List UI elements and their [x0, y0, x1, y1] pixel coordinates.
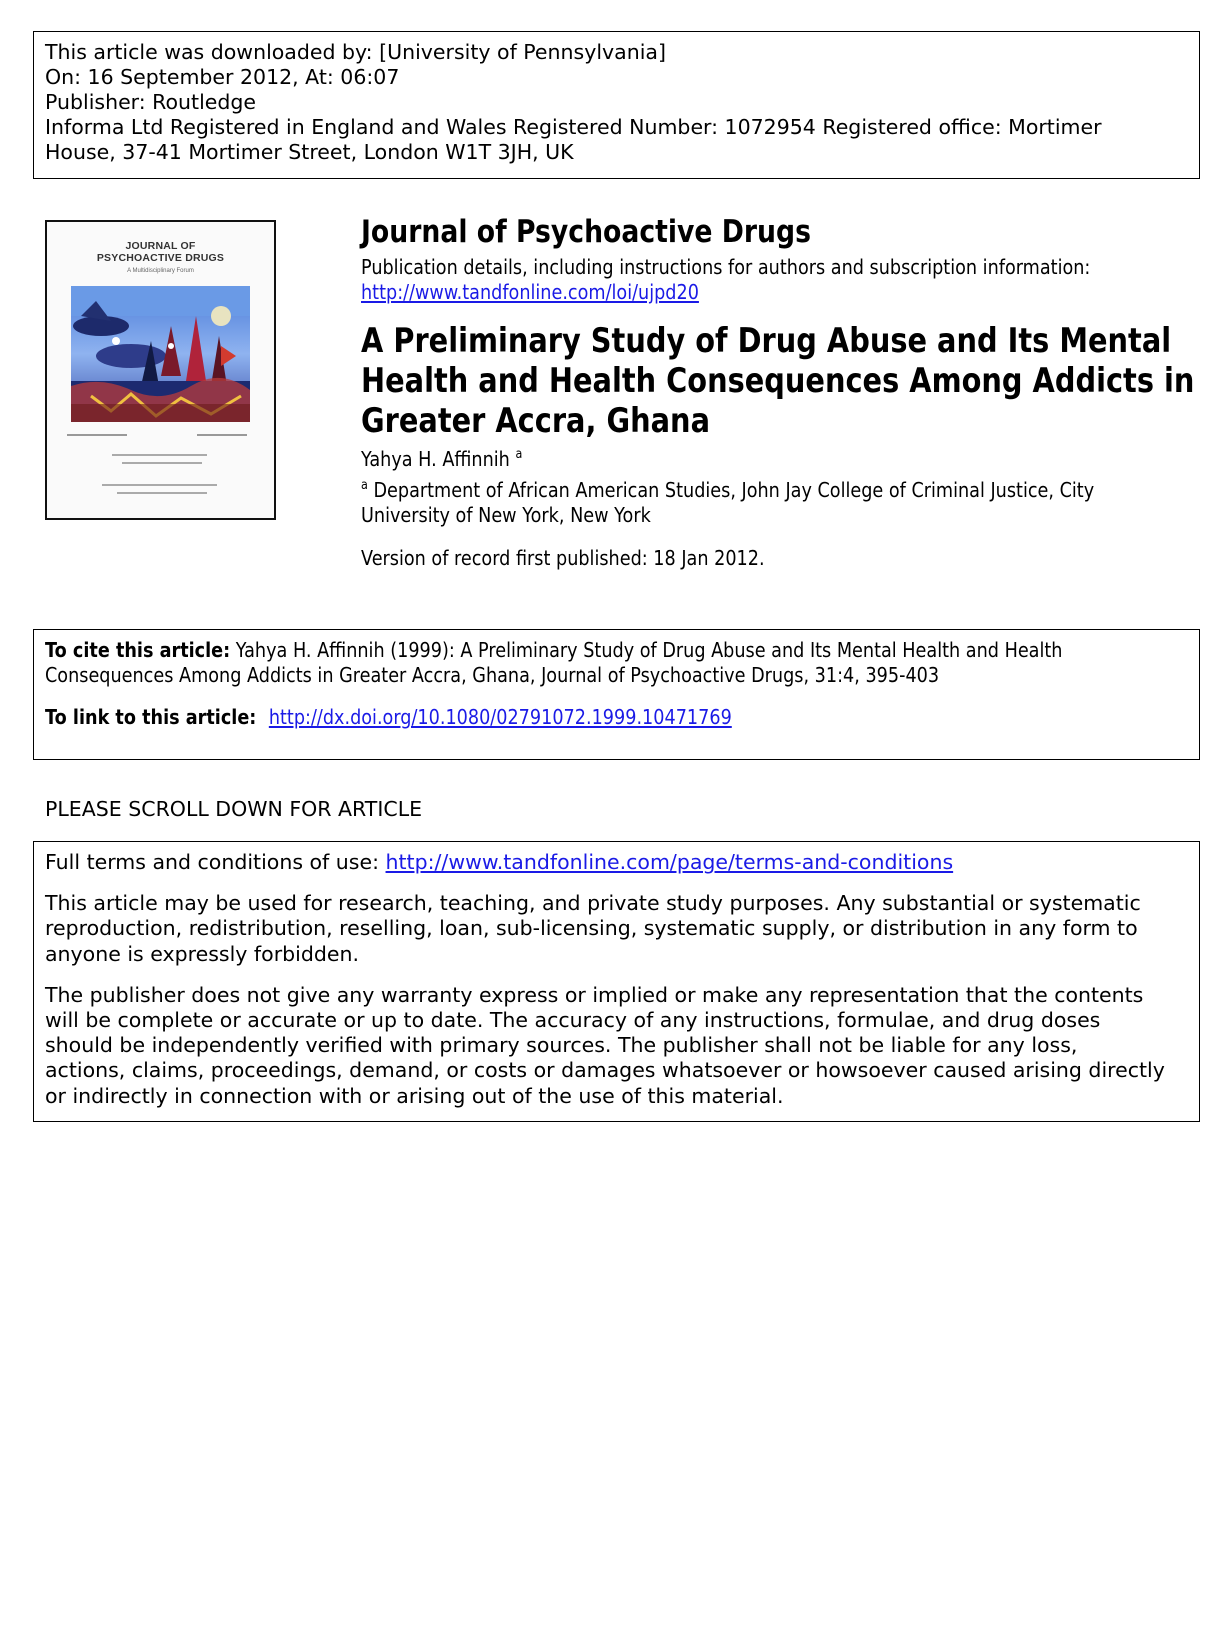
terms-box [33, 841, 1200, 1122]
article-title-line2: Health and Health Consequences Among Addicts in [361, 361, 1195, 400]
journal-cover-image [45, 220, 276, 520]
journal-title: Journal of Psychoactive Drugs [361, 214, 811, 250]
version-of-record: Version of record first published: 18 Jan 2012. [361, 546, 765, 570]
cover-title-line1: JOURNAL OF [125, 240, 196, 252]
terms-usage-paragraph [45, 891, 1188, 967]
scroll-notice: PLEASE SCROLL DOWN FOR ARTICLE [45, 797, 423, 821]
citation-text-line1: Yahya H. Affinnih (1999): A Preliminary Study of Drug Abuse and Its Mental Health and Health [235, 638, 1063, 662]
affiliation-marker: a [361, 478, 368, 493]
cover-artwork [71, 286, 250, 422]
cover-text-line [197, 434, 247, 436]
cite-label: To cite this article: [45, 638, 231, 662]
doi-link[interactable]: http://dx.doi.org/10.1080/02791072.1999.10471769 [268, 705, 732, 729]
terms-usage-line1: This article may be used for research, teaching, and private study purposes. Any substantial or systematic [45, 891, 1141, 916]
citation [45, 638, 1062, 688]
terms-disclaimer-line5: or indirectly in connection with or arising out of the use of this material. [45, 1083, 784, 1108]
citation-box [33, 629, 1200, 760]
cover-title-line2: PSYCHOACTIVE DRUGS [96, 252, 225, 264]
download-line-registration: Informa Ltd Registered in England and Wales Registered Number: 1072954 Registered office: Mortimer [45, 115, 1102, 139]
terms-disclaimer-line1: The publisher does not give any warranty express or implied or make any representation that the contents [45, 982, 1144, 1007]
author-affiliation-marker: a [515, 447, 523, 462]
link-label: To link to this article: [45, 705, 257, 729]
download-line-publisher: Publisher: Routledge [45, 90, 257, 114]
download-line-institution: This article was downloaded by: [University of Pennsylvania] [45, 40, 666, 64]
publication-details: Publication details, including instructions for authors and subscription information: [361, 255, 1091, 279]
cover-text-line [122, 462, 202, 464]
article-link-line [45, 705, 732, 730]
download-notice [33, 31, 1200, 179]
download-line-date: On: 16 September 2012, At: 06:07 [45, 65, 400, 89]
terms-usage-line3: anyone is expressly forbidden. [45, 941, 359, 966]
terms-disclaimer-paragraph [45, 983, 1188, 1109]
terms-link[interactable]: http://www.tandfonline.com/page/terms-and-conditions [385, 850, 954, 874]
terms-disclaimer-line2: will be complete or accurate or up to date. The accuracy of any instructions, formulae, and drug doses [45, 1008, 1101, 1033]
article-title-line1: A Preliminary Study of Drug Abuse and Its Mental [361, 321, 1172, 360]
cover-subtitle: A Multidisciplinary Forum [127, 268, 194, 274]
terms-label: Full terms and conditions of use: [45, 850, 379, 874]
journal-link[interactable]: http://www.tandfonline.com/loi/ujpd20 [361, 280, 699, 304]
cover-text-line [112, 454, 207, 456]
article-title-line3: Greater Accra, Ghana [361, 401, 711, 440]
author [361, 447, 522, 472]
cover-text-line [67, 434, 127, 436]
article-title [361, 321, 1194, 441]
cover-text-line [102, 484, 217, 486]
author-name: Yahya H. Affinnih [361, 447, 510, 471]
affiliation [361, 478, 1094, 528]
terms-usage-line2: reproduction, redistribution, reselling, loan, sub-licensing, systematic supply, or distribution in any form to [45, 916, 1138, 941]
download-line-address: House, 37-41 Mortimer Street, London W1T 3JH, UK [45, 140, 574, 164]
terms-disclaimer-line4: actions, claims, proceedings, demand, or costs or damages whatsoever or howsoever caused arising directly [45, 1058, 1165, 1083]
cover-title [47, 240, 274, 264]
affiliation-line2: University of New York, New York [361, 503, 651, 527]
terms-disclaimer-line3: should be independently verified with primary sources. The publisher shall not be liable for any loss, [45, 1033, 1078, 1058]
affiliation-line1: Department of African American Studies, John Jay College of Criminal Justice, City [373, 478, 1095, 502]
terms-heading [45, 850, 1188, 875]
cover-text-line [117, 492, 207, 494]
citation-text-line2: Consequences Among Addicts in Greater Accra, Ghana, Journal of Psychoactive Drugs, 31:4, 395-403 [45, 663, 940, 687]
